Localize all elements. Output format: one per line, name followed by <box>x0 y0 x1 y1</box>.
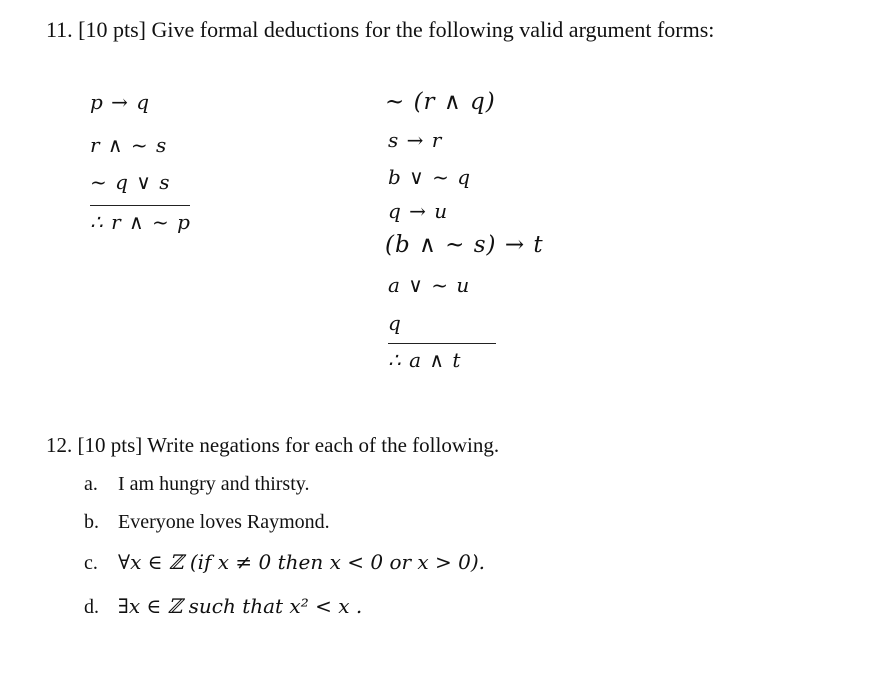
item-letter: b. <box>84 511 99 533</box>
left-premise-3: ~ q ∨ s <box>90 170 171 194</box>
right-premise-4: q → u <box>388 199 449 223</box>
item-letter: c. <box>84 552 98 574</box>
list-item-c <box>84 550 485 575</box>
right-premise-7: q <box>388 311 402 335</box>
item-text: Everyone loves Raymond. <box>118 511 330 533</box>
item-letter: d. <box>84 596 99 618</box>
right-premise-2: s → r <box>388 128 443 152</box>
item-letter: a. <box>84 473 98 495</box>
q11-heading: 11. [10 pts] Give formal deductions for the following valid argument forms: <box>46 17 715 42</box>
left-conclusion-rule <box>90 205 190 206</box>
right-conclusion-rule <box>388 343 496 344</box>
item-text: I am hungry and thirsty. <box>118 473 310 495</box>
right-premise-3: b ∨ ~ q <box>388 165 472 189</box>
list-item-d <box>84 594 362 619</box>
left-premise-2: r ∧ ~ s <box>90 133 168 157</box>
right-premise-6: a ∨ ~ u <box>388 273 471 297</box>
q12-heading: 12. [10 pts] Write negations for each of the following. <box>46 433 500 457</box>
right-premise-5: (b ∧ ~ s) → t <box>385 232 544 258</box>
right-premise-1: ~ (r ∧ q) <box>385 89 496 115</box>
item-text: ∀x ∈ ℤ (if x ≠ 0 then x < 0 or x > 0). <box>118 550 486 574</box>
right-conclusion: ∴ a ∧ t <box>388 348 462 372</box>
left-premise-1: p → q <box>90 90 151 114</box>
list-item-b <box>84 511 330 534</box>
left-conclusion: ∴ r ∧ ~ p <box>90 210 191 234</box>
item-text: ∃x ∈ ℤ such that x² < x . <box>118 594 363 618</box>
list-item-a <box>84 473 309 496</box>
